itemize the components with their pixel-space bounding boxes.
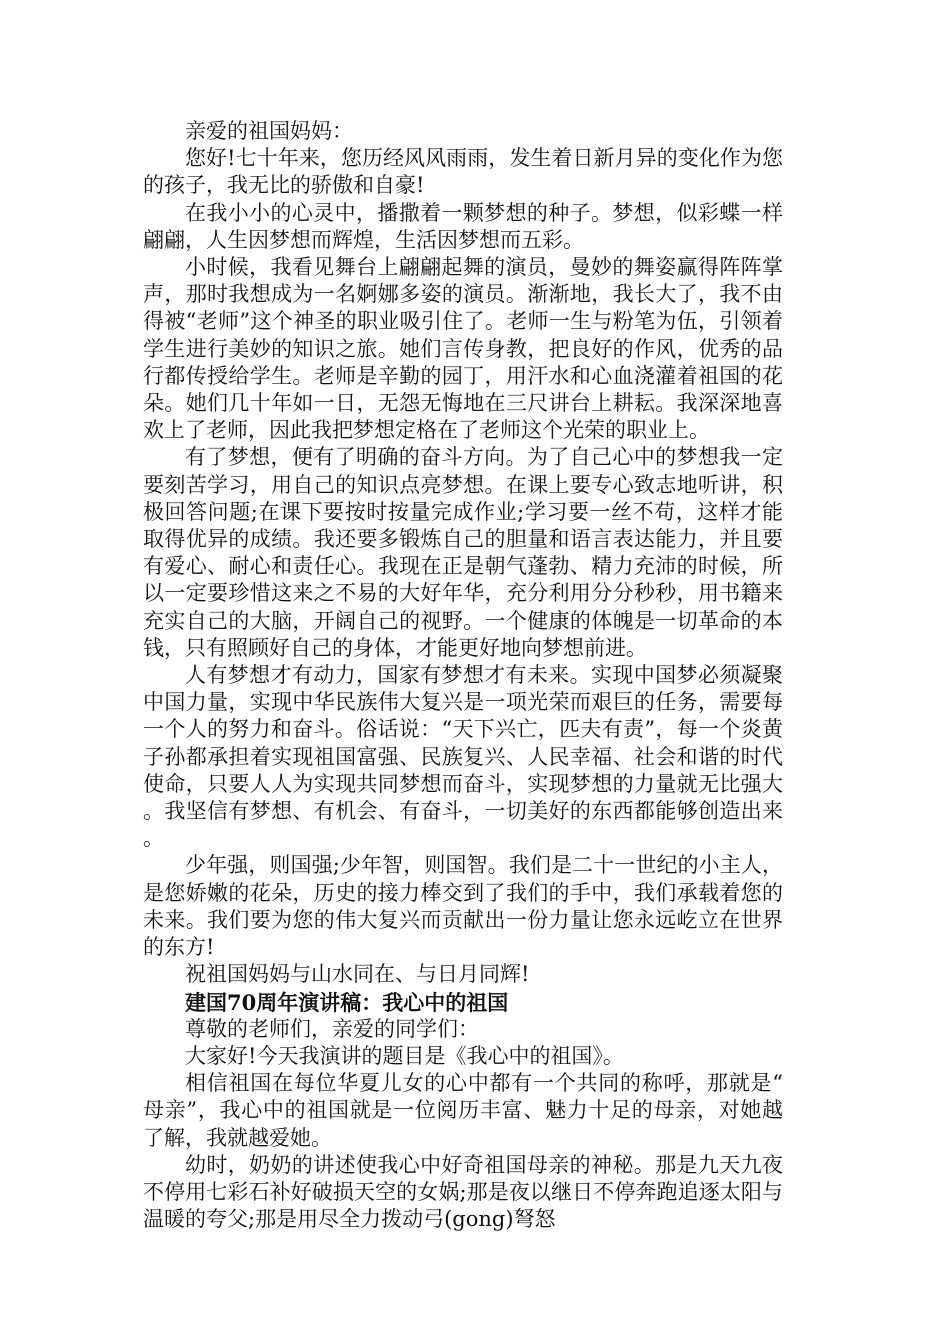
speech-heading: 建国70周年演讲稿：我心中的祖国 — [185, 989, 509, 1015]
paragraph-topic: 大家好!今天我演讲的题目是《我心中的祖国》。 — [185, 1043, 624, 1068]
paragraph-study-goal: 有了梦想，便有了明确的奋斗方向。为了自己心中的梦想我一定要刻苦学习，用自己的知识点亮梦想。在课上要专心致志地听讲，积极回答问题;在课下要按时按量完成作业;学习要一丝不苟，这样才能取得优异的成绩。我还要多锻炼自己的胆量和语言表达能力，并且要有爱心、耐心和责任心。我现在正是朝气蓬勃、精力充沛的时候，所以一定要珍惜这来之不易的大好年华，充分利用分分秒秒，用书籍来充实自己的大脑，开阔自己的视野。一个健康的体魄是一切革命的本钱，只有照顾好自己的身体，才能更好地向梦想前进。 — [143, 445, 783, 660]
paragraph-wish: 祝祖国妈妈与山水同在、与日月同辉! — [185, 962, 530, 987]
paragraph-legends: 幼时，奶奶的讲述使我心中好奇祖国母亲的神秘。那是九天九夜不停用七彩石补好破损天空的女娲;那是夜以继日不停奔跑追逐太阳与温暖的夸父;那是用尽全力拨动弓(gong)弩怒 — [143, 1152, 783, 1232]
document-body — [143, 118, 783, 1233]
paragraph-greeting: 您好!七十年来，您历经风风雨雨，发生着日新月异的变化作为您的孩子，我无比的骄傲和自豪! — [143, 146, 783, 198]
paragraph-youth-strong: 少年强，则国强;少年智，则国智。我们是二十一世纪的小主人，是您娇嫩的花朵，历史的接力棒交到了我们的手中，我们承载着您的未来。我们要为您的伟大复兴而贡献出一份力量让您永远屹立在世界的东方! — [143, 853, 783, 960]
paragraph-dream-seed: 在我小小的心灵中，播撒着一颗梦想的种子。梦想，似彩蝶一样翩翩，人生因梦想而辉煌，生活因梦想而五彩。 — [143, 200, 783, 252]
paragraph-teacher-dream: 小时候，我看见舞台上翩翩起舞的演员，曼妙的舞姿赢得阵阵掌声，那时我想成为一名婀娜多姿的演员。渐渐地，我长大了，我不由得被“老师”这个神圣的职业吸引住了。老师一生与粉笔为伍，引领着学生进行美妙的知识之旅。她们言传身教，把良好的作风，优秀的品行都传授给学生。老师是辛勤的园丁，用汗水和心血浇灌着祖国的花朵。她们几十年如一日，无怨无悔地在三尺讲台上耕耘。我深深地喜欢上了老师，因此我把梦想定格在了老师这个光荣的职业上。 — [143, 255, 783, 443]
paragraph-china-dream: 人有梦想才有动力，国家有梦想才有未来。实现中国梦必须凝聚中国力量，实现中华民族伟大复兴是一项光荣而艰巨的任务，需要每一个人的努力和奋斗。俗话说：“天下兴亡，匹夫有责”，每一个炎黄子孙都承担着实现祖国富强、民族复兴、人民幸福、社会和谐的时代使命，只要人人为实现共同梦想而奋斗，实现梦想的力量就无比强大。我坚信有梦想、有机会、有奋斗，一切美好的东西都能够创造出来。 — [143, 663, 783, 851]
salutation: 亲爱的祖国妈妈： — [185, 119, 353, 143]
paragraph-mother: 相信祖国在每位华夏儿女的心中都有一个共同的称呼，那就是“母亲”，我心中的祖国就是一位阅历丰富、魅力十足的母亲，对她越了解，我就越爱她。 — [143, 1071, 783, 1150]
salutation-2: 尊敬的老师们，亲爱的同学们： — [185, 1016, 479, 1041]
